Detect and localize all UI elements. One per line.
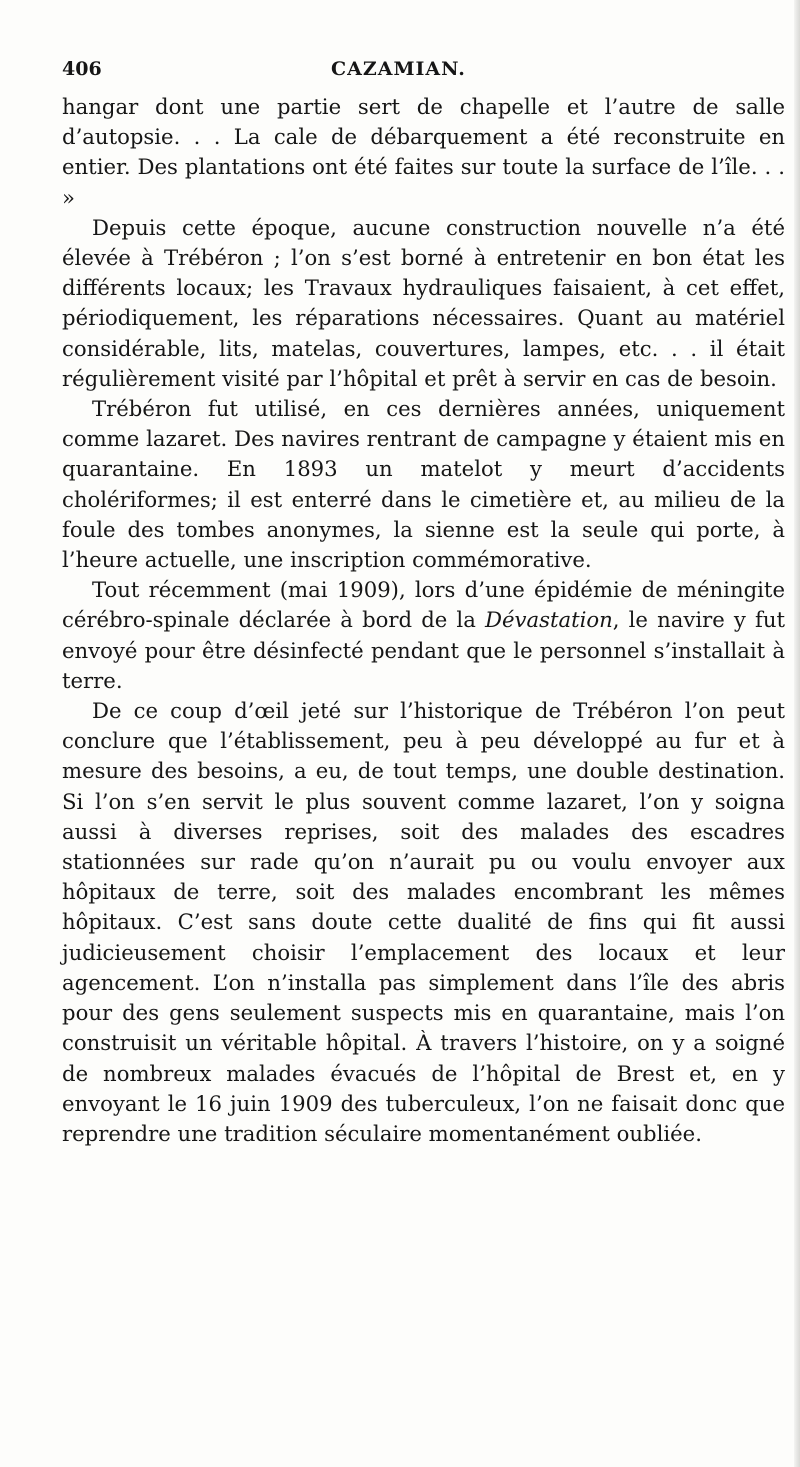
ship-name: Dévastation xyxy=(484,607,613,633)
epidemic-text-end: , le navire y fut envoyé pour être désinfecté pendant que le personnel s’installait à terre. xyxy=(62,607,785,693)
body-text xyxy=(62,92,785,1149)
paragraph-lazaret: Trébéron fut utilisé, en ces dernières années, uniquement comme lazaret. Des navires rentrant de campagne y étaient mis en quarantaine. En 1893 un matelot y meurt d’accidents cholériformes; il est enterré dans le cimetière et, au milieu de la foule des tombes anonymes, la sienne est la seule qui porte, à l’heure actuelle, une inscription commémorative. xyxy=(62,396,785,573)
page-number: 406 xyxy=(62,58,102,80)
paragraph-epidemic xyxy=(62,575,785,696)
page-header xyxy=(62,58,762,88)
epidemic-text-start: Tout récemment (mai 1909), lors d’une épidémie de méningite cérébro-spinale déclarée à bord de la xyxy=(62,577,785,633)
running-head: CAZAMIAN. xyxy=(331,58,466,80)
paragraph-conclusion: De ce coup d’œil jeté sur l’historique de Trébéron l’on peut conclure que l’établissement, peu à peu développé au fur et à mesure des besoins, a eu, de tout temps, une double destination. Si l’on s’en servit le plus souvent comme lazaret, l’on y soigna aussi à diverses reprises, soit des malades des escadres stationnées sur rade qu’on n’aurait pu ou voulu envoyer aux hôpitaux de terre, soit des malades encombrant les mêmes hôpitaux. C’est sans doute cette dualité de fins qui fit aussi judicieusement choisir l’emplacement des locaux et leur agencement. L’on n’installa pas simplement dans l’île des abris pour des gens seulement suspects mis en quarantaine, mais l’on construisit un véritable hôpital. À travers l’histoire, on y a soigné de nombreux malades évacués de l’hôpital de Brest et, en y envoyant le 16 juin 1909 des tuberculeux, l’on ne faisait donc que reprendre une tradition séculaire momentanément oubliée. xyxy=(62,698,785,1146)
paragraph-maintenance: Depuis cette époque, aucune construction nouvelle n’a été élevée à Trébéron ; l’on s’est borné à entretenir en bon état les différents locaux; les Travaux hydrauliques faisaient, à cet effet, périodiquement, les réparations nécessaires. Quant au matériel considérable, lits, matelas, couvertures, lampes, etc. . . il était régulièrement visité par l’hôpital et prêt à servir en cas de besoin. xyxy=(62,214,785,391)
paragraph-continuation: hangar dont une partie sert de chapelle et l’autre de salle d’autopsie. . . La cale de débarquement a été reconstruite en entier. Des plantations ont été faites sur toute la surface de l’île. . . » xyxy=(62,94,785,210)
page-edge-shadow xyxy=(794,0,800,1467)
